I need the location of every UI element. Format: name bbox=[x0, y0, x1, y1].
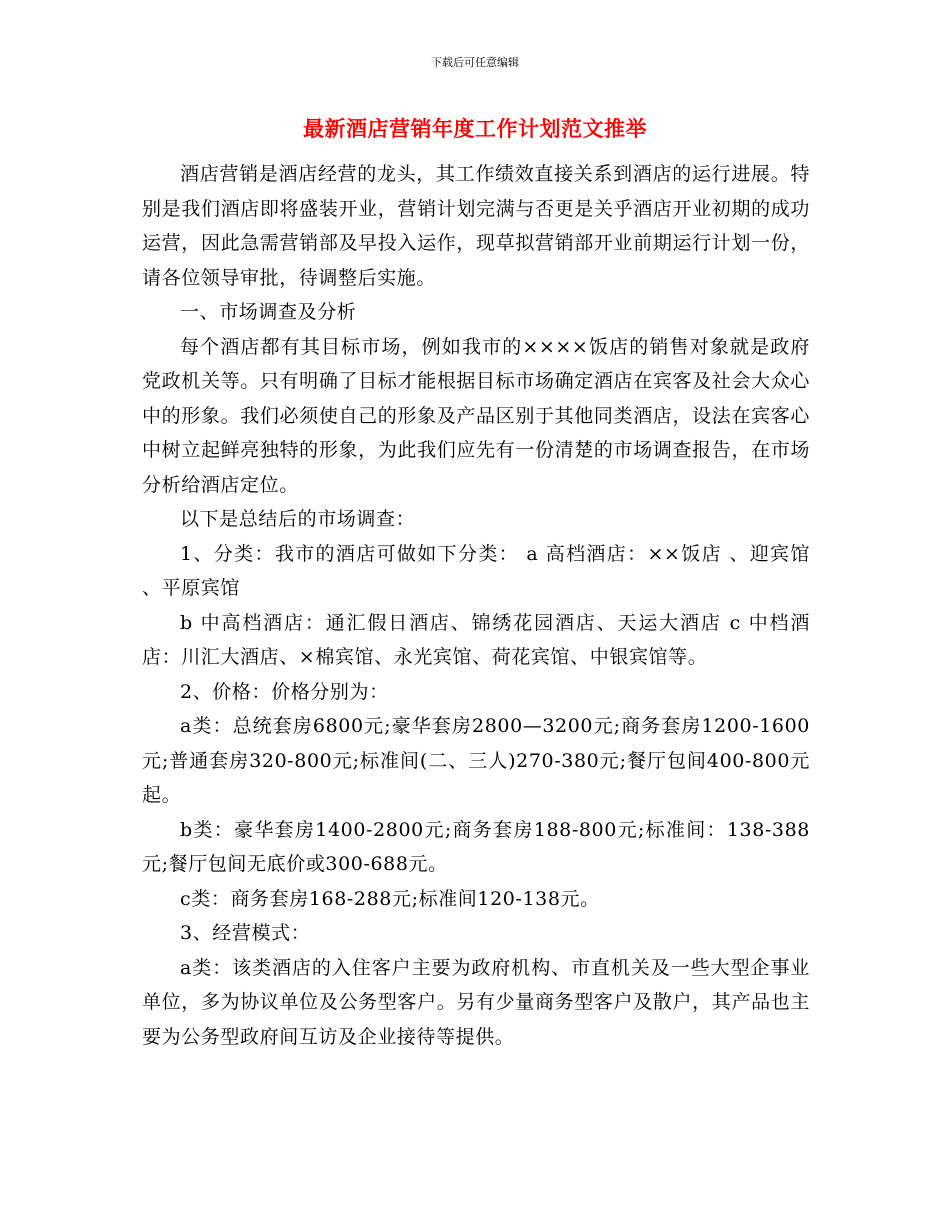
paragraph-target-market: 每个酒店都有其目标市场，例如我市的××××饭店的销售对象就是政府党政机关等。只有明确了目标才能根据目标市场确定酒店在宾客及社会大众心中的形象。我们必须使自己的形象及产品区别于其他同类酒店，设法在宾客心中树立起鲜亮独特的形象，为此我们应先有一份清楚的市场调查报告，在市场分析给酒店定位。 bbox=[142, 335, 810, 496]
paragraph-price-b: b类：豪华套房1400-2800元;商务套房188-800元;标准间：138-388元;餐厅包间无底价或300-688元。 bbox=[142, 818, 810, 875]
paragraph-price-a: a类：总统套房6800元;豪华套房2800—3200元;商务套房1200-1600元;普通套房320-800元;标准间(二、三人)270-380元;餐厅包间400-800元起。 bbox=[142, 715, 810, 806]
document-body bbox=[142, 157, 810, 1054]
paragraph-classification-b-c: b 中高档酒店：通汇假日酒店、锦绣花园酒店、天运大酒店 c 中档酒店：川汇大酒店、×棉宾馆、永光宾馆、荷花宾馆、中银宾馆等。 bbox=[142, 611, 810, 668]
paragraph-survey-intro: 以下是总结后的市场调查： bbox=[180, 508, 416, 530]
paragraph-classification: 1、分类：我市的酒店可做如下分类： a 高档酒店：××饭店 、迎宾馆 、平原宾馆 bbox=[142, 542, 810, 599]
paragraph-price-c: c类：商务套房168-288元;标准间120-138元。 bbox=[180, 887, 600, 910]
paragraph-price-heading: 2、价格：价格分别为： bbox=[180, 680, 389, 703]
paragraph-mode-a: a类：该类酒店的入住客户主要为政府机构、市直机关及一些大型企事业单位，多为协议单位及公务型客户。另有少量商务型客户及散户，其产品也主要为公务型政府间互访及企业接待等提供。 bbox=[142, 956, 810, 1048]
header-note: 下载后可任意编辑 bbox=[431, 56, 519, 69]
paragraph-intro: 酒店营销是酒店经营的龙头，其工作绩效直接关系到酒店的运行进展。特别是我们酒店即将盛装开业，营销计划完满与否更是关乎酒店开业初期的成功运营，因此急需营销部及早投入运作，现草拟营销部开业前期运行计划一份，请各位领导审批，待调整后实施。 bbox=[142, 163, 810, 289]
section-heading-market: 一、市场调查及分析 bbox=[180, 301, 357, 323]
paragraph-mode-heading: 3、经营模式： bbox=[180, 922, 311, 944]
document-title: 最新酒店营销年度工作计划范文推举 bbox=[303, 117, 647, 141]
